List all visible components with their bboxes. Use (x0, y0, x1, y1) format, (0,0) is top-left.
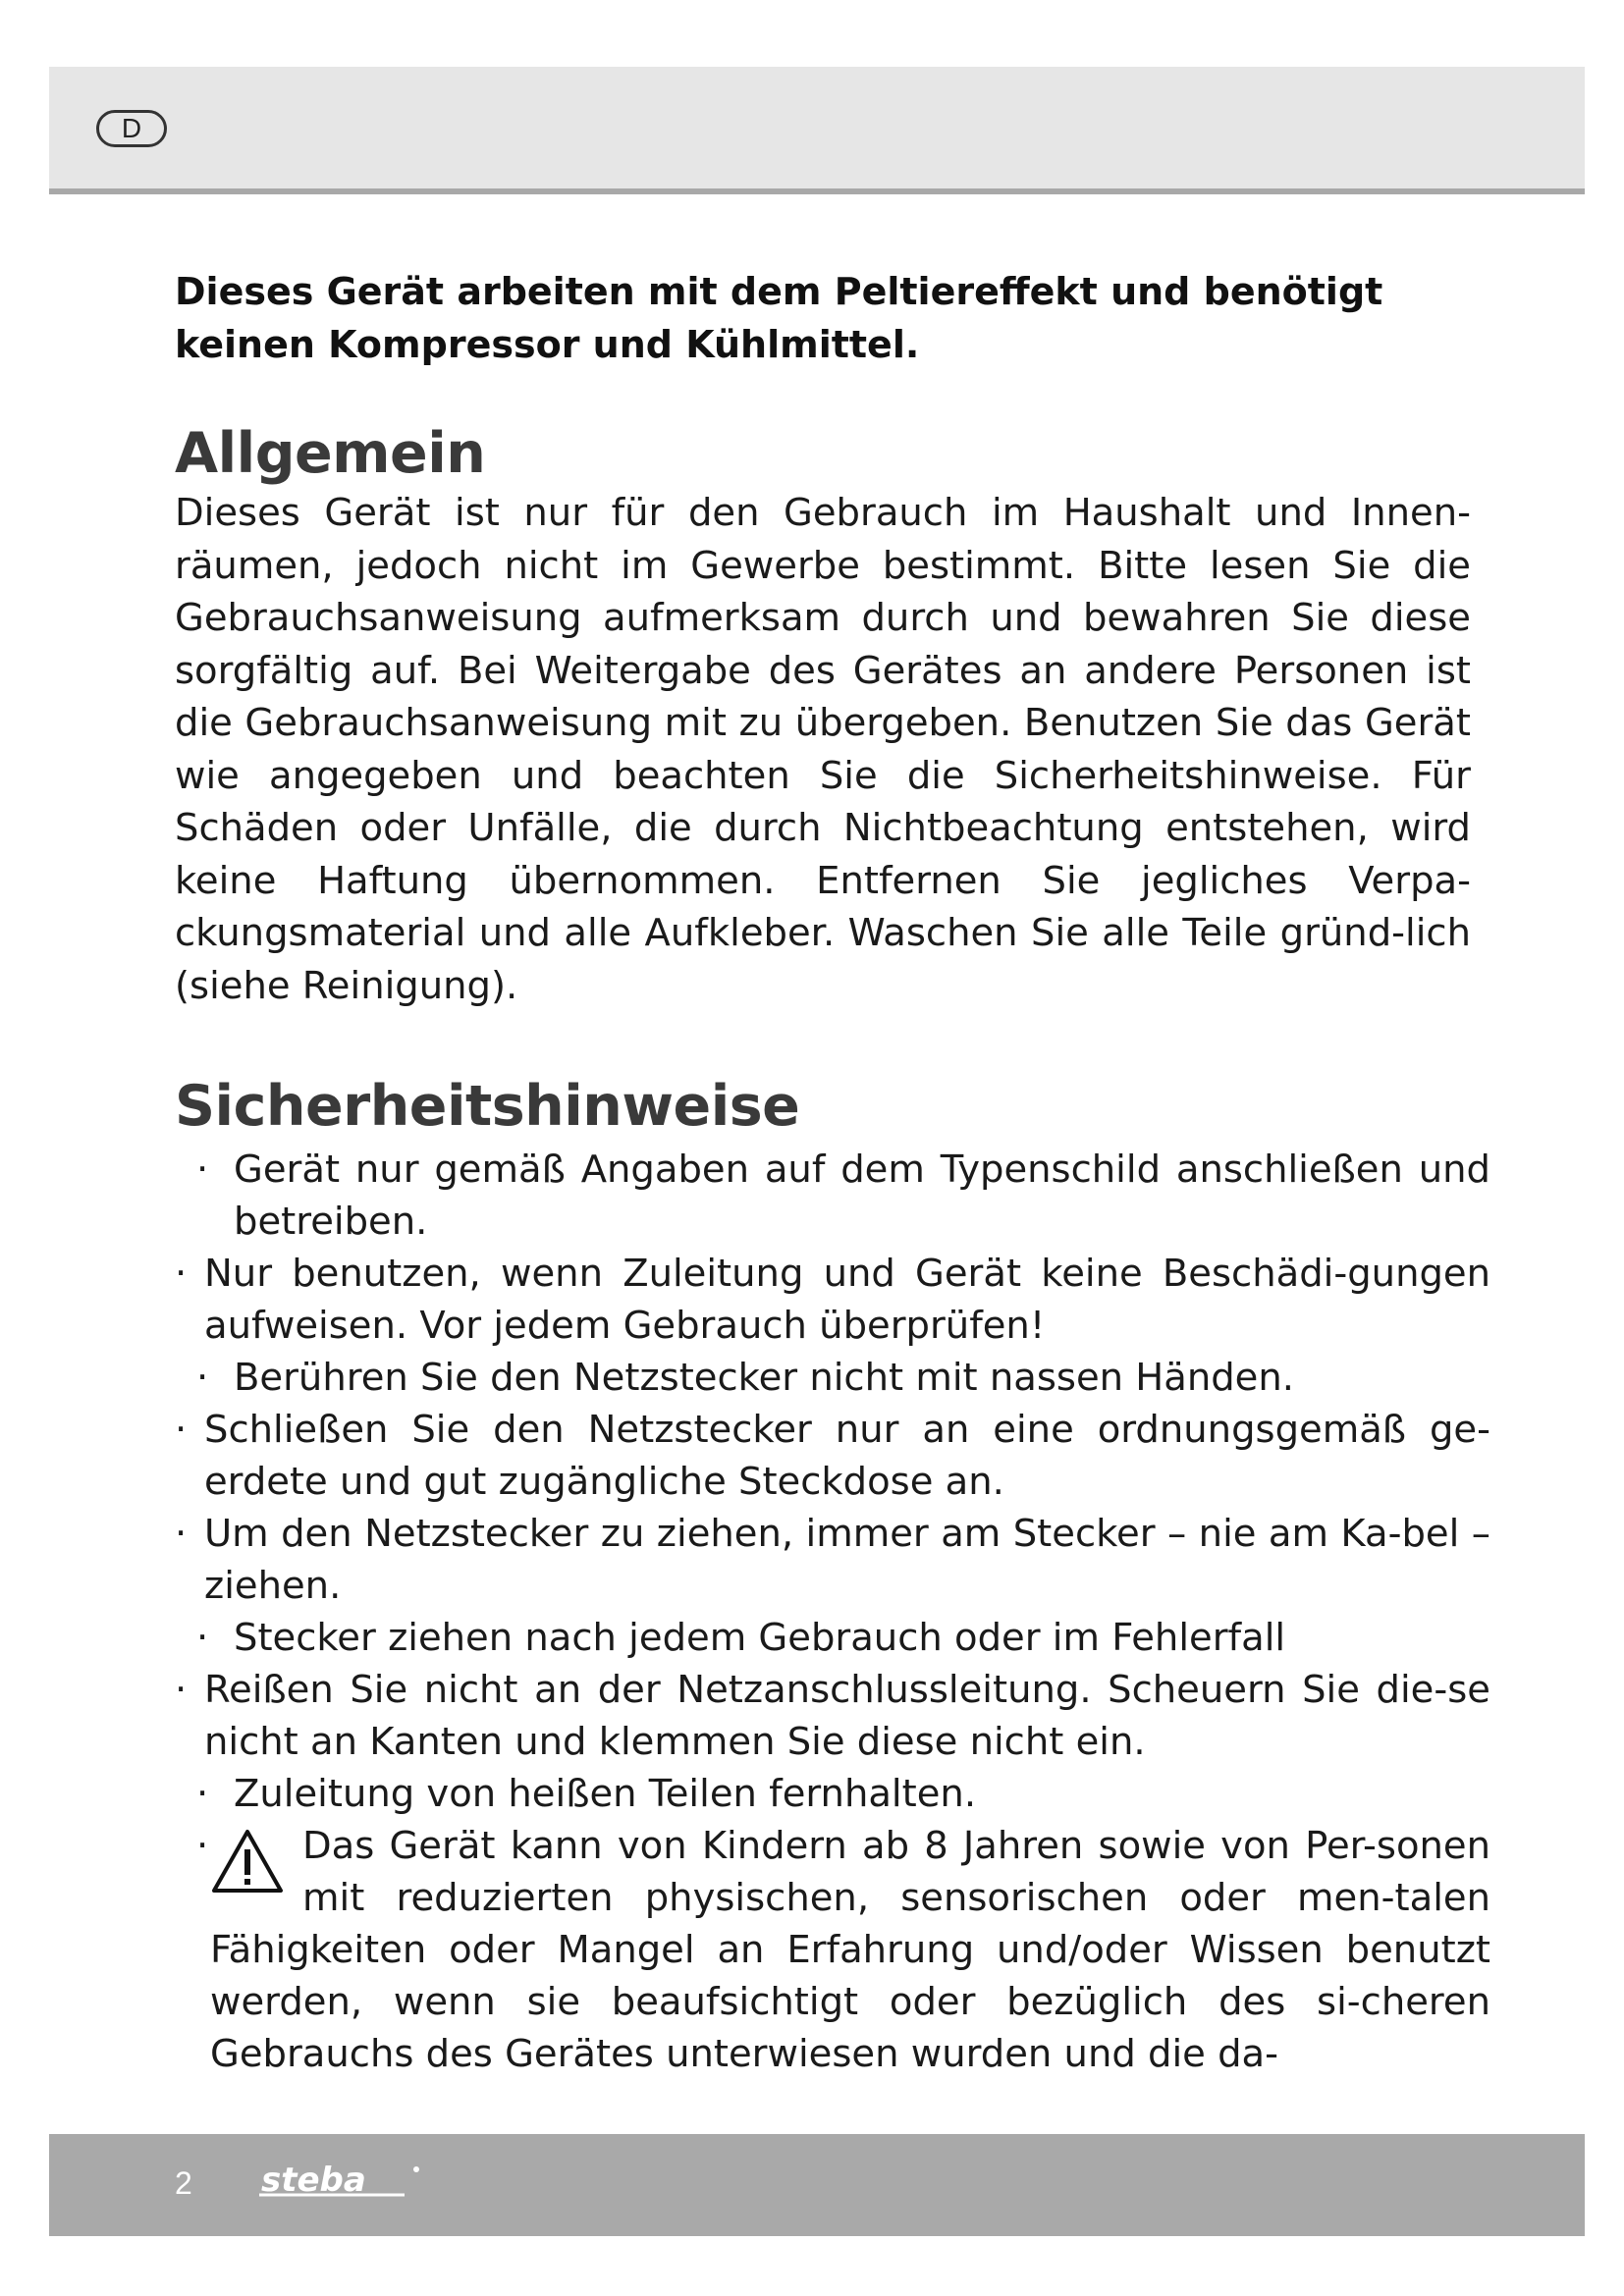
bullet-marker: · (175, 1252, 188, 1296)
warning-triangle-icon (210, 1828, 285, 1895)
safety-item: · Um den Netzstecker zu ziehen, immer am Stecker – nie am Ka-bel – ziehen. (175, 1508, 1490, 1612)
bullet-marker: · (175, 1408, 188, 1452)
bullet-marker: · (196, 1824, 209, 1868)
safety-item: · Reißen Sie nicht an der Netzanschlussleitung. Scheuern Sie die-se nicht an Kanten und klemmen Sie diese nicht ein. (175, 1664, 1490, 1768)
bullet-marker: · (196, 1772, 209, 1816)
heading-allgemein: Allgemein (175, 421, 486, 486)
language-badge: D (96, 110, 167, 147)
svg-text:steba: steba (261, 2161, 366, 2200)
allgemein-text: Dieses Gerät ist nur für den Gebrauch im Haushalt und Innen-räumen, jedoch nicht im Gewerbe bestimmt. Bitte lesen Sie die Gebrauchsanweisung aufmerksam durch und bewahren Sie diese sorgfältig auf. Bei Weitergabe des Gerätes an andere Personen ist die Gebrauchsanweisung mit zu übergeben. Benutzen Sie das Gerät wie angegeben und beachten Sie die Sicherheitshinweise. Für Schäden oder Unfälle, die durch Nichtbeachtung entstehen, wird keine Haftung übernommen. Entfernen Sie jegliches Verpa-ckungsmaterial und alle Aufkleber. Waschen Sie alle Teile gründ-lich (siehe Reinigung). (175, 491, 1471, 1008)
steba-logo (257, 2160, 430, 2205)
heading-sicherheitshinweise: Sicherheitshinweise (175, 1074, 800, 1139)
page-number: 2 (175, 2165, 192, 2201)
page-content (175, 265, 1490, 2080)
bullet-marker: · (196, 1148, 209, 1192)
header-bar (49, 67, 1585, 194)
footer-bar (49, 2134, 1585, 2236)
safety-list (175, 1144, 1490, 2080)
bullet-marker: · (196, 1356, 209, 1400)
safety-item: · Gerät nur gemäß Angaben auf dem Typenschild anschließen und betreiben. (175, 1144, 1490, 1248)
bullet-marker: · (196, 1616, 209, 1660)
intro-text: Dieses Gerät arbeiten mit dem Peltiereffekt und benötigt keinen Kompressor und Kühlmittel. (175, 270, 1383, 366)
safety-item: · Stecker ziehen nach jedem Gebrauch oder im Fehlerfall (175, 1612, 1490, 1664)
safety-item: · Berühren Sie den Netzstecker nicht mit nassen Händen. (175, 1352, 1490, 1404)
bullet-marker: · (175, 1512, 188, 1556)
safety-item: · Zuleitung von heißen Teilen fernhalten. (175, 1768, 1490, 1820)
safety-item: · Schließen Sie den Netzstecker nur an eine ordnungsgemäß ge-erdete und gut zugängliche Steckdose an. (175, 1404, 1490, 1508)
safety-item: · Nur benutzen, wenn Zuleitung und Gerät keine Beschädi-gungen aufweisen. Vor jedem Gebrauch überprüfen! (175, 1248, 1490, 1352)
bullet-marker: · (175, 1668, 188, 1712)
safety-item-warning: · Das Gerät kann von Kindern ab 8 Jahren sowie von Per-sonen mit reduzierten physischen, sensorischen oder men-talen Fähigkeiten oder Mangel an Erfahrung und/oder Wissen benutzt werden, wenn sie beaufsichtigt oder bezüglich des si-cheren Gebrauchs des Gerätes unterwiesen wurden und die da- (175, 1820, 1490, 2080)
